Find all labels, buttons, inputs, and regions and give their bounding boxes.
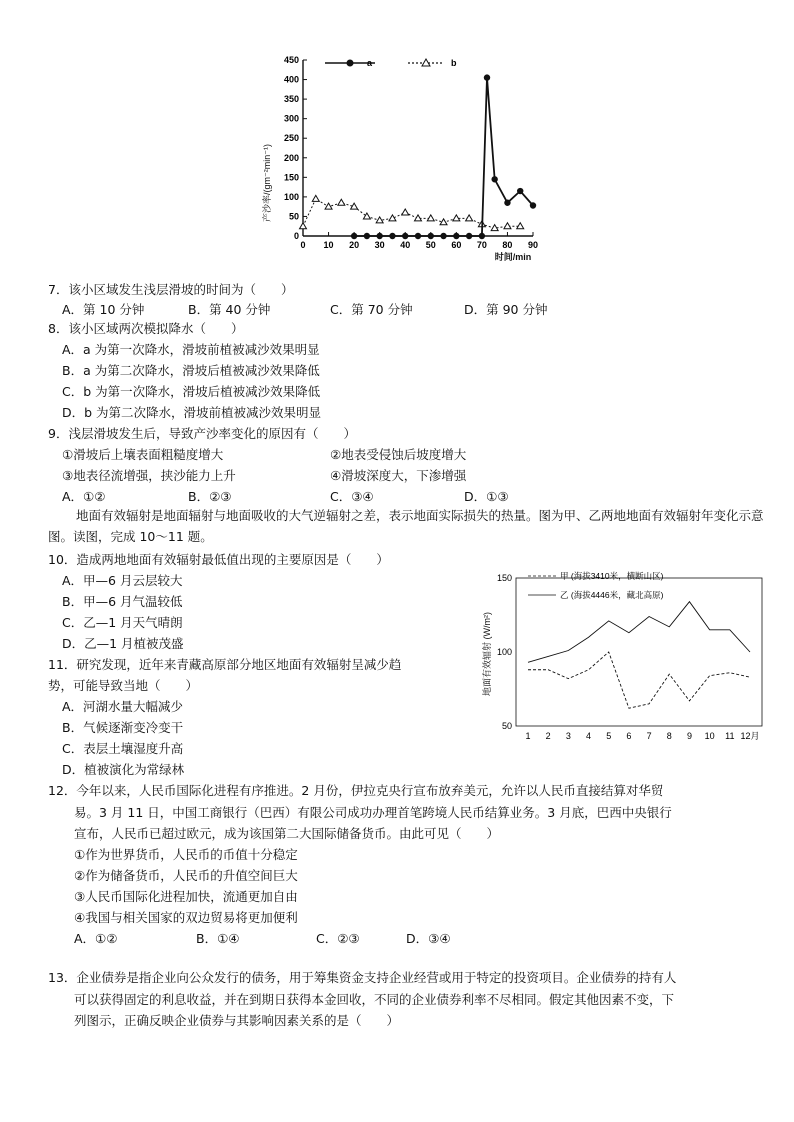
- chart2-series-yi-line: [528, 602, 750, 663]
- chart1-x-tick-label: 90: [527, 240, 539, 250]
- chart2-x-tick-label: 6: [626, 731, 632, 741]
- q10-option-b[interactable]: B．甲—6 月气温较低: [62, 594, 183, 609]
- q12-statement-2: ②作为储备货币，人民币的升值空间巨大: [74, 868, 298, 883]
- chart1-x-tick-label: 0: [300, 240, 306, 250]
- chart1-y-tick-label: 250: [283, 133, 299, 144]
- chart1-series-a-point: [530, 202, 536, 208]
- q9-option-a[interactable]: A．①②: [62, 489, 106, 504]
- chart1-series-a-point: [351, 233, 357, 239]
- chart1-y-tick-label: 400: [283, 74, 299, 85]
- q8-option-d[interactable]: D．b 为第二次降水，滑坡前植被减沙效果明显: [62, 405, 322, 420]
- chart1-series-b-point: [440, 219, 447, 225]
- q12-option-b[interactable]: B．①④: [196, 931, 240, 946]
- chart1-xlabel: 时间/min: [494, 252, 532, 262]
- sediment-yield-chart: [255, 48, 545, 270]
- q7-option-a[interactable]: A．第 10 分钟: [62, 302, 145, 317]
- q11-option-d[interactable]: D．植被演化为常绿林: [62, 762, 185, 777]
- chart2-y-tick-label: 50: [501, 721, 512, 731]
- chart2-ylabel: 地面有效辐射 (W/m²): [482, 612, 492, 696]
- chart1-y-tick-label: 100: [283, 191, 299, 202]
- chart2-y-tick-label: 150: [496, 573, 512, 583]
- chart1-series-a-point: [491, 176, 497, 182]
- q9-option-d[interactable]: D．①③: [464, 489, 509, 504]
- q12-option-a[interactable]: A．①②: [74, 931, 118, 946]
- chart2-x-tick-label: 11: [725, 731, 735, 741]
- q12-stem-line1: 12．今年以来，人民币国际化进程有序推进。2 月份，伊拉克央行宣布放弃美元，允许以人民币直接结算对华贸: [48, 783, 664, 798]
- q12-stem-line2: 易。3 月 11 日，中国工商银行（巴西）有限公司成功办理首笔跨境人民币结算业务。3 月底，巴西中央银行: [74, 805, 672, 820]
- chart1-series-a-point: [484, 74, 490, 80]
- q12-statement-4: ④我国与相关国家的双边贸易将更加便利: [74, 910, 298, 925]
- chart2-x-tick-label: 8: [666, 731, 672, 741]
- chart2-x-tick-label: 3: [565, 731, 571, 741]
- chart1-series-a-point: [479, 233, 485, 239]
- chart1-y-tick-label: 150: [283, 172, 299, 183]
- chart1-series-b-point: [312, 195, 319, 201]
- q10-option-d[interactable]: D．乙—1 月植被茂盛: [62, 636, 184, 651]
- q9-statement-1: ①滑坡后上壤表面粗糙度增大: [62, 447, 224, 462]
- chart1-series-a-point: [517, 188, 523, 194]
- chart2-x-tick-label: 5: [606, 731, 612, 741]
- chart2-frame: [516, 578, 762, 726]
- chart1-series-b-point: [402, 209, 409, 215]
- effective-radiation-chart: [478, 566, 770, 748]
- q13-line1: 13．企业债券是指企业向公众发行的债务，用于筹集资金支持企业经营或用于特定的投资项目。企业债券的持有人: [48, 970, 677, 985]
- chart2-x-tick-label: 9: [686, 731, 692, 741]
- q7-option-c[interactable]: C．第 70 分钟: [330, 302, 413, 317]
- q10-option-a[interactable]: A．甲—6 月云层较大: [62, 573, 183, 588]
- q13-line3: 列图示，正确反映企业债券与其影响因素关系的是（ ）: [74, 1013, 400, 1028]
- chart2-legend-jia-label: 甲 (海拔3410米，横断山区): [560, 571, 664, 581]
- chart1-series-b-point: [376, 217, 383, 223]
- chart1-series-b-point: [389, 215, 396, 221]
- q8-option-c[interactable]: C．b 为第一次降水，滑坡后植被减沙效果降低: [62, 384, 321, 399]
- chart1-y-tick-label: 300: [283, 113, 299, 124]
- chart1-y-tick-label: 350: [283, 94, 299, 105]
- chart1-series-a-point: [428, 233, 434, 239]
- q7-option-b[interactable]: B．第 40 分钟: [188, 302, 271, 317]
- chart2-x-tick-label: 1: [525, 731, 531, 741]
- chart1-x-tick-label: 40: [400, 240, 411, 250]
- q12-option-d[interactable]: D．③④: [406, 931, 451, 946]
- chart2-series-jia-line: [528, 652, 750, 708]
- chart1-x-tick-label: 80: [502, 240, 513, 250]
- chart2-x-tick-label: 10: [704, 731, 715, 741]
- chart2-x-tick-label: 2: [545, 731, 551, 741]
- q11-option-b[interactable]: B．气候逐渐变冷变干: [62, 720, 184, 735]
- chart1-y-tick-label: 0: [293, 231, 299, 241]
- q12-statement-1: ①作为世界货币，人民币的币值十分稳定: [74, 847, 298, 862]
- q11-option-c[interactable]: C．表层土壤湿度升高: [62, 741, 184, 756]
- chart1-ylabel: 产沙率/(gm⁻²min⁻¹): [262, 144, 272, 222]
- q9-option-c[interactable]: C．③④: [330, 489, 374, 504]
- chart1-legend-a-marker: [347, 60, 354, 67]
- chart1-series-b-point: [300, 223, 307, 229]
- chart1-series-b-point: [338, 199, 345, 205]
- chart1-y-tick-label: 200: [283, 152, 299, 163]
- chart1-x-tick-label: 60: [451, 240, 462, 250]
- chart1-y-tick-label: 450: [283, 55, 299, 65]
- chart1-x-tick-label: 70: [476, 240, 487, 250]
- chart1-series-a-point: [504, 200, 510, 206]
- chart1-series-a-point: [376, 233, 382, 239]
- q8-option-a[interactable]: A．a 为第一次降水，滑坡前植被减沙效果明显: [62, 342, 320, 357]
- chart1-series-a-line: [354, 78, 533, 236]
- q9-statement-4: ④滑坡深度大，下渗增强: [330, 468, 467, 483]
- chart1-x-tick-label: 50: [425, 240, 436, 250]
- chart2-x-tick-label: 7: [646, 731, 652, 741]
- q12-stem-line3: 宣布，人民币已超过欧元，成为该国第二大国际储备货币。由此可见（ ）: [74, 826, 500, 841]
- chart1-legend-b-label: b: [451, 58, 457, 68]
- chart1-x-tick-label: 30: [374, 240, 385, 250]
- chart1-series-b-point: [363, 213, 370, 219]
- q7-option-d[interactable]: D．第 90 分钟: [464, 302, 548, 317]
- q10-option-c[interactable]: C．乙—1 月天气晴朗: [62, 615, 183, 630]
- chart1-y-tick-label: 50: [288, 211, 299, 222]
- chart1-series-a-point: [440, 233, 446, 239]
- q11-option-a[interactable]: A．河湖水量大幅减少: [62, 699, 184, 714]
- chart2-y-tick-label: 100: [496, 647, 512, 657]
- chart2-x-tick-label: 12月: [740, 731, 760, 741]
- chart1-series-a-point: [415, 233, 421, 239]
- q7-stem: 7．该小区域发生浅层滑坡的时间为（ ）: [48, 282, 294, 297]
- chart1-legend-a-label: a: [367, 58, 373, 68]
- chart1-x-tick-label: 20: [349, 240, 360, 250]
- q8-option-b[interactable]: B．a 为第二次降水，滑坡后植被减沙效果降低: [62, 363, 320, 378]
- q13-line2: 可以获得固定的利息收益，并在到期日获得本金回收，不同的企业债券利率不尽相同。假定其他因素不变，下: [74, 992, 675, 1007]
- q9-statement-2: ②地表受侵蚀后坡度增大: [330, 447, 467, 462]
- chart1-series-a-point: [389, 233, 395, 239]
- chart1-series-a-point: [453, 233, 459, 239]
- passage-10-11: 地面有效辐射是地面辐射与地面吸收的大气逆辐射之差，表示地面实际损失的热量。图为甲、乙两地地面有效辐射年变化示意图。读图，完成 10～11 题。: [48, 508, 764, 544]
- q11-stem-line2: 势，可能导致当地（ ）: [48, 678, 199, 693]
- q9-statement-3: ③地表径流增强，挟沙能力上升: [62, 468, 236, 483]
- q9-stem: 9．浅层滑坡发生后，导致产沙率变化的原因有（ ）: [48, 426, 356, 441]
- q8-stem: 8．该小区域两次模拟降水（ ）: [48, 321, 244, 336]
- chart1-series-a-point: [466, 233, 472, 239]
- q12-option-c[interactable]: C．②③: [316, 931, 360, 946]
- chart1-series-a-point: [402, 233, 408, 239]
- chart2-x-tick-label: 4: [586, 731, 592, 741]
- q10-stem: 10．造成两地地面有效辐射最低值出现的主要原因是（ ）: [48, 552, 389, 567]
- chart1-series-b-line: [303, 199, 520, 228]
- q12-statement-3: ③人民币国际化进程加快，流通更加自由: [74, 889, 298, 904]
- chart1-x-tick-label: 10: [323, 240, 334, 250]
- chart1-series-b-point: [325, 203, 332, 209]
- chart2-legend-yi-label: 乙 (海拔4446米，藏北高原): [560, 590, 664, 600]
- q9-option-b[interactable]: B．②③: [188, 489, 232, 504]
- q11-stem-line1: 11．研究发现，近年来青藏高原部分地区地面有效辐射呈减少趋: [48, 657, 402, 672]
- chart1-series-a-point: [364, 233, 370, 239]
